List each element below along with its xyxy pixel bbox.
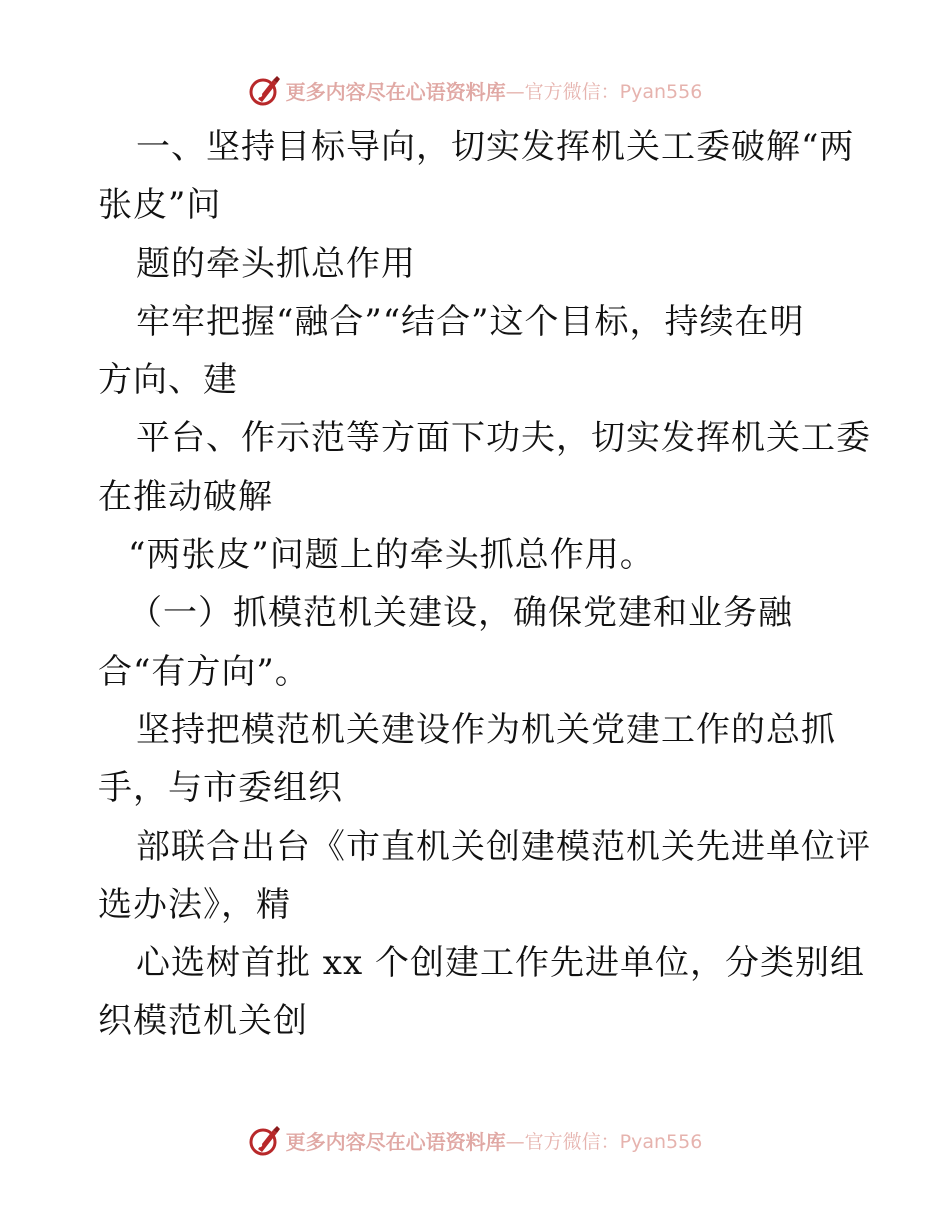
text-line: 选办法》，精 <box>98 884 291 925</box>
pen-logo-icon <box>248 73 282 107</box>
text-line: 平台、作示范等方面下功夫，切实发挥机关工委 <box>136 418 871 459</box>
watermark-contact: —官方微信：Pyan556 <box>505 80 703 103</box>
watermark-brand: 更多内容尽在心语资料库 <box>285 79 506 104</box>
watermark-footer <box>0 1120 950 1160</box>
text-line: 牢牢把握“融合”“结合”这个目标，持续在明 <box>136 301 805 342</box>
document-body <box>98 118 871 1051</box>
text-line: 一、坚持目标导向，切实发挥机关工委破解“两 <box>136 127 855 167</box>
text-line: 心选树首批 xx 个创建工作先进单位，分类别组 <box>136 943 865 984</box>
pen-logo-icon <box>248 1123 282 1157</box>
text-line: 织模范机关创 <box>98 1001 308 1042</box>
text-line: （一）抓模范机关建设，确保党建和业务融 <box>128 593 793 634</box>
text-line: 部联合出台《市直机关创建模范机关先进单位评 <box>136 826 871 867</box>
text-line: “两张皮”问题上的牵头抓总作用。 <box>128 535 655 576</box>
watermark-brand: 更多内容尽在心语资料库 <box>285 1129 506 1154</box>
text-line: 手，与市委组织 <box>98 768 343 809</box>
text-line: 坚持把模范机关建设作为机关党建工作的总抓 <box>136 709 836 750</box>
text-line: 张皮”问 <box>98 185 222 226</box>
text-line: 题的牵头抓总作用 <box>136 243 416 284</box>
watermark-header <box>0 70 950 110</box>
text-line: 在推动破解 <box>98 476 273 517</box>
watermark-contact: —官方微信：Pyan556 <box>505 1130 703 1153</box>
text-line: 方向、建 <box>98 360 238 401</box>
text-line: 合“有方向”。 <box>98 651 310 692</box>
